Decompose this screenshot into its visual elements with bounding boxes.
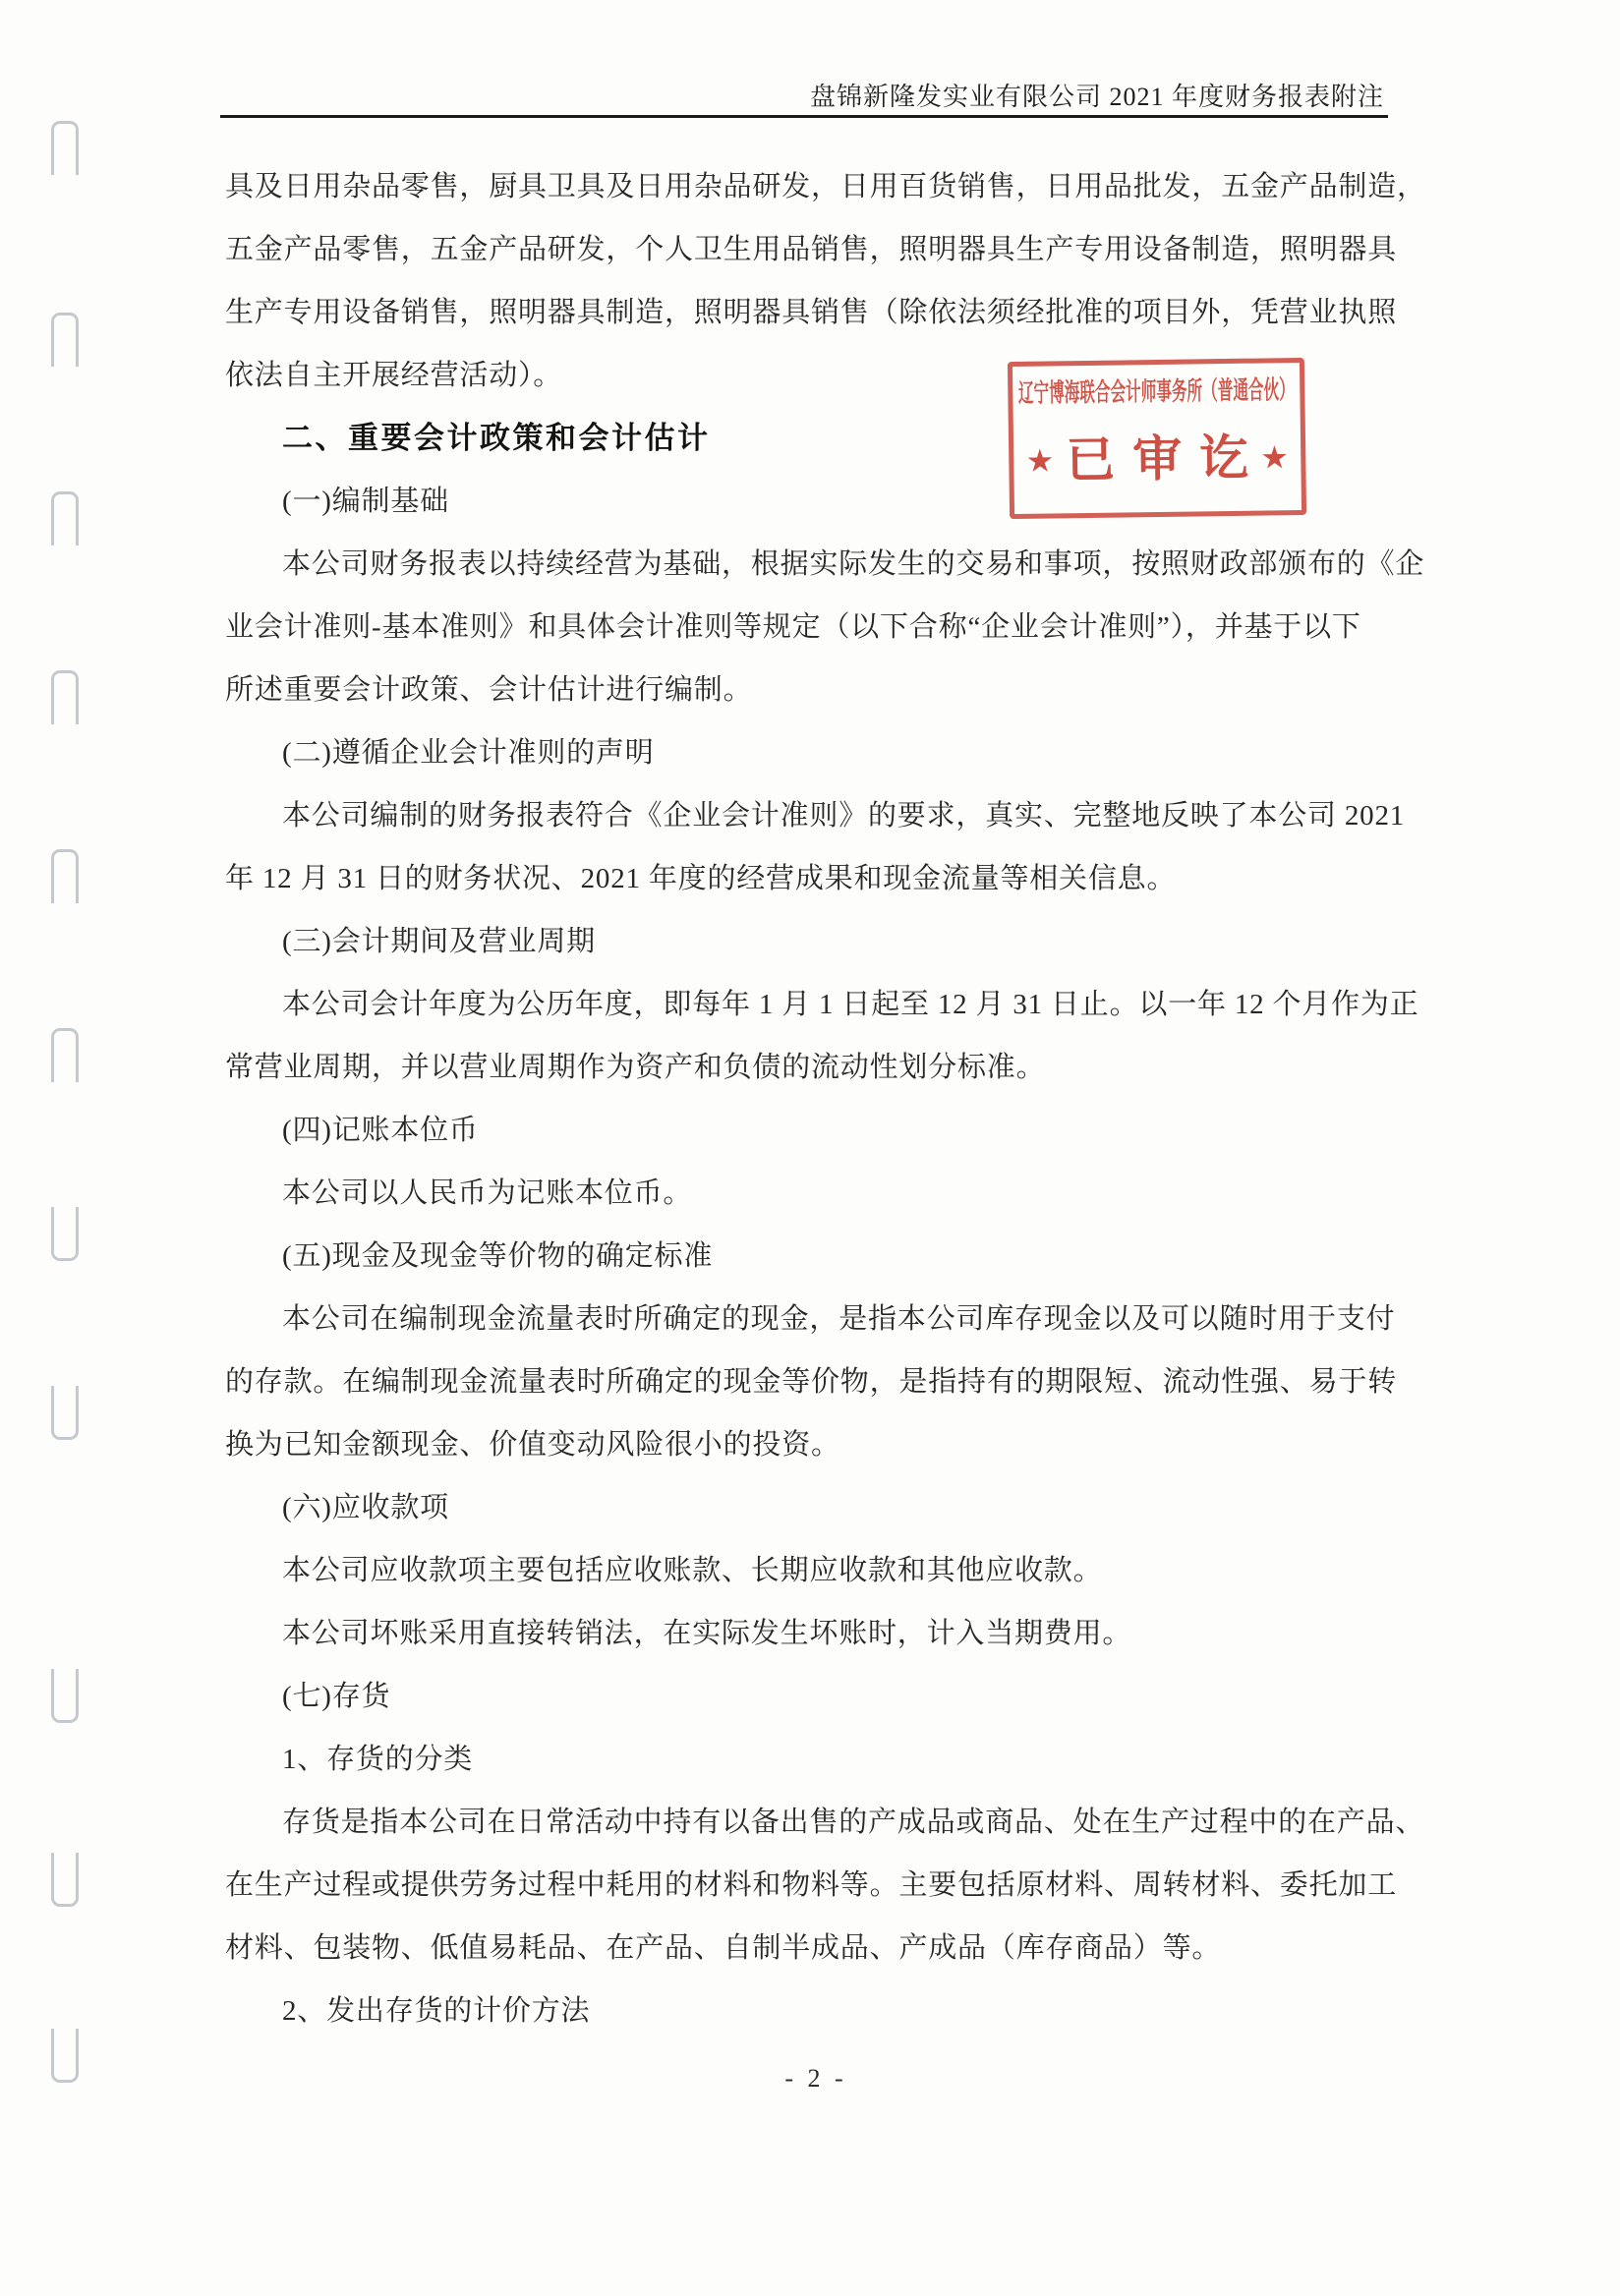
text-line: (六)应收款项: [282, 1492, 449, 1523]
binding-hole-mark: [51, 1028, 79, 1082]
text-line: 五金产品零售，五金产品研发，个人卫生用品销售，照明器具生产专用设备制造，照明器具: [225, 234, 1398, 265]
text-line: 具及日用杂品零售，厨具卫具及日用杂品研发，日用百货销售，日用品批发，五金产品制造，: [225, 171, 1426, 202]
text-line: 本公司会计年度为公历年度，即每年 1 月 1 日起至 12 月 31 日止。以一年 12 个月作为正: [282, 989, 1419, 1020]
text-line: 所述重要会计政策、会计估计进行编制。: [225, 674, 753, 706]
text-line: 本公司编制的财务报表符合《企业会计准则》的要求，真实、完整地反映了本公司 2021: [282, 800, 1406, 832]
text-line: 本公司坏账采用直接转销法，在实际发生坏账时，计入当期费用。: [282, 1618, 1132, 1649]
text-line: 依法自主开展经营活动）。: [225, 360, 563, 391]
audit-stamp-verdict-text: 已审讫: [1065, 430, 1267, 488]
text-line: 本公司在编制现金流量表时所确定的现金，是指本公司库存现金以及可以随时用于支付: [282, 1303, 1396, 1335]
text-line: 业会计准则-基本准则》和具体会计准则等规定（以下合称“企业会计准则”），并基于以下: [225, 611, 1361, 643]
star-icon: ★: [1260, 439, 1290, 476]
text-line: 1、存货的分类: [282, 1744, 474, 1775]
text-line: 存货是指本公司在日常活动中持有以备出售的产成品或商品、处在生产过程中的在产品、: [282, 1807, 1425, 1838]
text-line: 本公司应收款项主要包括应收账款、长期应收款和其他应收款。: [282, 1555, 1103, 1586]
audit-stamp-firm-text: 辽宁博海联合会计师事务所（普通合伙）: [1017, 375, 1295, 408]
text-line: 生产专用设备销售，照明器具制造，照明器具销售（除依法须经批准的项目外，凭营业执照: [225, 297, 1398, 328]
binding-hole-mark: [51, 670, 79, 724]
text-line: 本公司以人民币为记账本位币。: [282, 1177, 693, 1209]
binding-hole-mark: [51, 1386, 79, 1440]
text-line: 在生产过程或提供劳务过程中耗用的材料和物料等。主要包括原材料、周转材料、委托加工: [225, 1869, 1398, 1901]
text-line: (七)存货: [282, 1681, 391, 1712]
text-line: 换为已知金额现金、价值变动风险很小的投资。: [225, 1429, 840, 1461]
star-icon: ★: [1025, 442, 1055, 479]
binding-hole-mark: [51, 2029, 79, 2083]
audit-stamp: [1008, 358, 1306, 519]
binding-hole-mark: [51, 491, 79, 545]
header-rule: [220, 115, 1388, 118]
binding-hole-mark: [51, 313, 79, 367]
audit-stamp-verdict-row: [1009, 415, 1306, 503]
text-line: (二)遵循企业会计准则的声明: [282, 737, 655, 769]
text-line: 的存款。在编制现金流量表时所确定的现金等价物，是指持有的期限短、流动性强、易于转: [225, 1366, 1398, 1398]
text-line: 常营业周期，并以营业周期作为资产和负债的流动性划分标准。: [225, 1052, 1046, 1083]
text-line: (一)编制基础: [282, 486, 449, 517]
page-number: - 2 -: [784, 2064, 847, 2093]
text-line: 材料、包装物、低值易耗品、在产品、自制半成品、产成品（库存商品）等。: [225, 1932, 1222, 1964]
text-line: 本公司财务报表以持续经营为基础，根据实际发生的交易和事项，按照财政部颁布的《企: [282, 548, 1425, 580]
binding-hole-mark: [51, 1207, 79, 1261]
text-line: 年 12 月 31 日的财务状况、2021 年度的经营成果和现金流量等相关信息。: [225, 863, 1177, 894]
binding-hole-mark: [51, 849, 79, 903]
binding-hole-mark: [51, 1669, 79, 1723]
text-line: (五)现金及现金等价物的确定标准: [282, 1240, 714, 1272]
binding-hole-mark: [51, 1853, 79, 1907]
document-header-title: 盘锦新隆发实业有限公司 2021 年度财务报表附注: [809, 83, 1384, 111]
binding-hole-mark: [51, 121, 79, 175]
text-line: (四)记账本位币: [282, 1115, 479, 1146]
text-line: (三)会计期间及营业周期: [282, 926, 596, 957]
text-line: 2、发出存货的计价方法: [282, 1995, 591, 2027]
section-heading: 二、重要会计政策和会计估计: [282, 421, 711, 455]
